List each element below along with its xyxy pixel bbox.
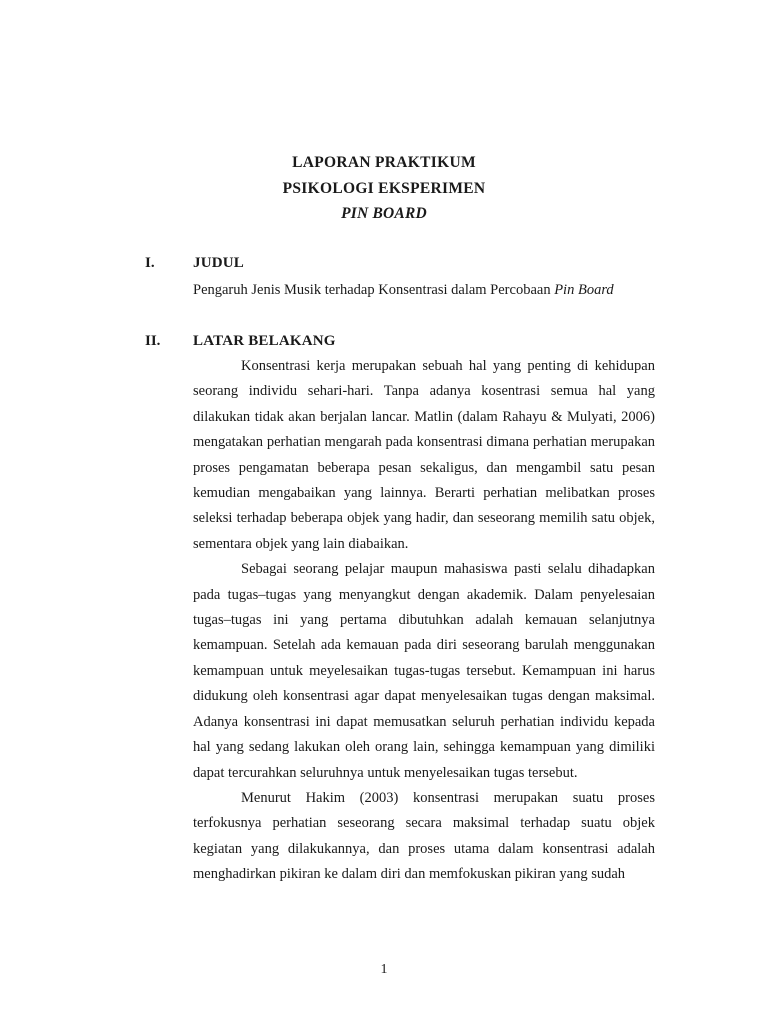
section-judul-heading-row bbox=[0, 252, 768, 274]
document-title-block bbox=[0, 150, 768, 227]
section-latar-belakang-label: LATAR BELAKANG bbox=[193, 333, 336, 349]
judul-subtitle bbox=[193, 278, 655, 304]
title-line-2: PSIKOLOGI EKSPERIMEN bbox=[282, 179, 486, 197]
section-latar-belakang bbox=[0, 330, 768, 883]
section-judul bbox=[0, 252, 768, 298]
paragraph: Menurut Hakim (2003) konsentrasi merupakan suatu proses terfokusnya perhatian seseorang secara maksimal terhadap suatu objek kegiatan yang dilakukannya, dan proses utama dalam konsentrasi adalah menghadirkan pikiran ke dalam diri dan memfokuskan pikiran yang sudah bbox=[193, 789, 655, 883]
section-latar-belakang-heading-row bbox=[0, 330, 768, 352]
title-line-3: PIN BOARD bbox=[341, 205, 427, 222]
paragraph: Konsentrasi kerja merupakan sebuah hal yang penting di kehidupan seorang individu sehari-hari. Tanpa adanya kosentrasi semua hal yang dilakukan tidak akan berjalan lancar. Matlin (dalam Rahayu & Mulyati, 2006) mengatakan perhatian mengarah pada konsentrasi dimana perhatian merupakan proses pengamatan beberapa pesan sekaligus, dan mengambil satu pesan kemudian mengabaikan yang lainnya. Berarti perhatian melibatkan proses seleksi terhadap beberapa objek yang hadir, dan seseorang memilih satu objek, sementara objek yang lain diabaikan. bbox=[193, 358, 655, 552]
section-judul-numeral: I. bbox=[145, 255, 155, 271]
title-line-1: LAPORAN PRAKTIKUM bbox=[292, 154, 476, 171]
page-number: 1 bbox=[380, 962, 388, 977]
section-latar-belakang-numeral: II. bbox=[145, 333, 161, 349]
section-judul-label: JUDUL bbox=[193, 255, 245, 271]
section-latar-belakang-body bbox=[193, 354, 655, 888]
judul-subtitle-italic: Pin Board bbox=[554, 282, 614, 298]
judul-subtitle-text: Pengaruh Jenis Musik terhadap Konsentrasi dalam Percobaan bbox=[193, 282, 555, 298]
section-judul-body bbox=[193, 278, 655, 304]
paragraph: Sebagai seorang pelajar maupun mahasiswa pasti selalu dihadapkan pada tugas–tugas yang menyangkut dengan akademik. Dalam penyelesaian tugas–tugas ini yang pertama dibutuhkan adalah kemauan selanjutnya kemampuan. Setelah ada kemauan pada diri seseorang barulah menggunakan kemampuan untuk meyelesaikan tugas-tugas tersebut. Kemampuan ini harus didukung oleh konsentrasi agar dapat menyelesaikan tugas dengan maksimal. Adanya konsentrasi ini dapat memusatkan seluruh perhatian individu kepada hal yang sedang lakukan oleh orang lain, sehingga kemampuan yang dimiliki dapat tercurahkan seluruhnya untuk menyelesaikan tugas tersebut. bbox=[193, 561, 655, 781]
